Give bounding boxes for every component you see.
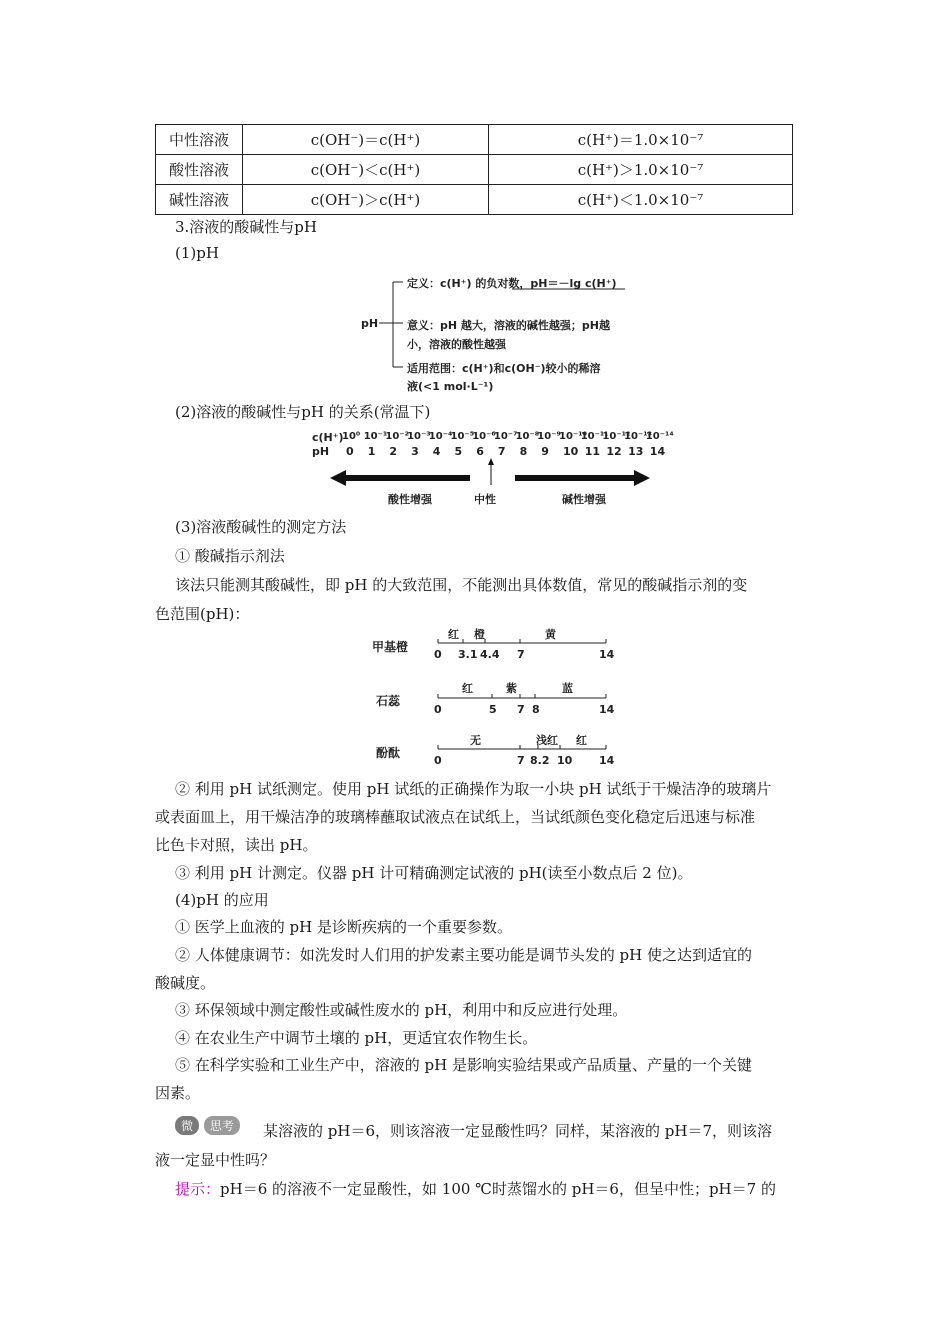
- value-cell: c(H⁺)＝1.0×10⁻⁷: [489, 125, 793, 155]
- base-label: 碱性增强: [562, 493, 606, 506]
- tick-label: 14: [599, 648, 615, 661]
- table-row: [156, 155, 793, 185]
- think-badge: [175, 1116, 240, 1135]
- ch-label: c(H⁺): [312, 431, 344, 444]
- indicator-color: 无: [470, 734, 481, 747]
- application-2-2: 酸碱度。: [155, 974, 216, 992]
- indicator-name: 石蕊: [376, 694, 401, 708]
- tick-label: 5: [489, 703, 497, 716]
- ph-value: 0: [346, 445, 354, 458]
- indicator-color: 黄: [545, 628, 556, 641]
- tick-label: 14: [599, 754, 615, 767]
- ph-definition-diagram: [355, 270, 655, 395]
- indicator-ranges-diagram: [370, 622, 630, 770]
- ch-value: 10⁰: [342, 431, 361, 442]
- ph-value: 11: [584, 445, 600, 458]
- hint-label: 提示：: [175, 1180, 221, 1198]
- method-indicator: ① 酸碱指示剂法: [175, 547, 285, 565]
- acid-label: 酸性增强: [388, 493, 432, 506]
- ph-definition: 定义：c(H⁺) 的负对数，pH＝－lg c(H⁺): [407, 277, 617, 290]
- ph-value: 6: [476, 445, 484, 458]
- application-2-1: ② 人体健康调节：如洗发时人们用的护发素主要功能是调节头发的 pH 使之达到适宜的: [175, 946, 752, 964]
- ph-range-2: 液(<1 mol·L⁻¹): [407, 380, 494, 393]
- neutral-label: 中性: [474, 493, 496, 506]
- ph-value: 4: [432, 445, 441, 458]
- ch-value: 10⁻⁷: [493, 431, 518, 442]
- think-question-2: 液一定显中性吗？: [155, 1151, 276, 1169]
- ch-value: 10⁻⁵: [450, 431, 475, 442]
- indicator-color: 蓝: [562, 682, 573, 695]
- ch-value: 10⁻¹²: [602, 431, 631, 442]
- subsection-applications: (4)pH 的应用: [175, 891, 269, 909]
- value-cell: c(H⁺)＞1.0×10⁻⁷: [489, 155, 793, 185]
- ph-range-1: 适用范围：c(H⁺)和c(OH⁻)较小的稀溶: [407, 362, 601, 375]
- tick-label: 8.2: [530, 754, 550, 767]
- tick-label: 7: [517, 703, 525, 716]
- tree-root: pH: [361, 317, 379, 330]
- ch-value: 10⁻³: [407, 431, 431, 442]
- indicator-color: 紫: [506, 682, 517, 695]
- ch-value: 10⁻⁸: [515, 431, 540, 442]
- table-row: [156, 185, 793, 215]
- think-hint: [175, 1178, 776, 1199]
- neutrality-table: [155, 124, 793, 215]
- ch-value: 10⁻¹¹: [580, 431, 609, 442]
- tick-label: 7: [517, 754, 525, 767]
- ph-value: 3: [411, 445, 419, 458]
- ph-scale-diagram: [310, 428, 674, 510]
- tick-label: 4.4: [480, 648, 500, 661]
- ph-values-row: [310, 445, 670, 459]
- indicator-color: 橙: [474, 628, 485, 641]
- hint-text: pH＝6 的溶液不一定显酸性，如 100 ℃时蒸馏水的 pH＝6，但呈中性；pH＝7 的: [220, 1180, 776, 1198]
- ph-meaning-1: 意义：pH 越大，溶液的碱性越强；pH越: [407, 319, 610, 332]
- tick-label: 8: [532, 703, 540, 716]
- ph-value: 1: [367, 445, 376, 458]
- application-4: ④ 在农业生产中调节土壤的 pH，更适宜农作物生长。: [175, 1029, 538, 1047]
- method-paper-1: ② 利用 pH 试纸测定。使用 pH 试纸的正确操作为取一小块 pH 试纸于干燥洁净的玻璃片: [175, 780, 772, 798]
- solution-type: 中性溶液: [156, 125, 243, 155]
- tick-label: 14: [599, 703, 615, 716]
- relation-cell: c(OH⁻)＜c(H⁺): [243, 155, 489, 185]
- indicator-color: 浅红: [536, 734, 558, 747]
- method-meter: ③ 利用 pH 计测定。仪器 pH 计可精确测定试液的 pH(读至小数点后 2 位)。: [175, 864, 693, 882]
- indicator-axes: [370, 622, 630, 770]
- ph-label: pH: [312, 445, 330, 458]
- tick-label: 10: [557, 754, 573, 767]
- tick-label: 3.1: [458, 648, 478, 661]
- ph-value: 8: [519, 445, 528, 458]
- table-row: [156, 125, 793, 155]
- ph-value: 2: [389, 445, 398, 458]
- method-indicator-desc-2: 色范围(pH)：: [155, 605, 250, 623]
- application-5-2: 因素。: [155, 1084, 201, 1102]
- ch-value: 10⁻²: [385, 431, 409, 442]
- indicator-name: 酚酞: [376, 746, 401, 760]
- ch-value: 10⁻¹³: [624, 431, 653, 442]
- application-5-1: ⑤ 在科学实验和工业生产中，溶液的 pH 是影响实验结果或产品质量、产量的一个关键: [175, 1056, 752, 1074]
- ph-value: 10: [563, 445, 579, 458]
- ph-value: 9: [541, 445, 549, 458]
- ph-value: 7: [497, 445, 506, 458]
- ph-value: 14: [649, 445, 666, 458]
- ch-value: 10⁻¹⁰: [559, 431, 587, 442]
- subsection-methods: (3)溶液酸碱性的测定方法: [175, 518, 347, 536]
- ph-value: 12: [606, 445, 622, 458]
- subsection-relation: (2)溶液的酸碱性与pH 的关系(常温下): [175, 403, 431, 421]
- relation-cell: c(OH⁻)＝c(H⁺): [243, 125, 489, 155]
- ch-value: 10⁻¹: [363, 431, 388, 442]
- tick-label: 0: [434, 648, 442, 661]
- tick-label: 0: [434, 703, 442, 716]
- indicator-color: 红: [462, 682, 473, 695]
- think-badge-icon: 微: [175, 1116, 199, 1135]
- indicator-name: 甲基橙: [372, 640, 409, 654]
- ch-value: 10⁻¹⁴: [645, 431, 674, 442]
- relation-cell: c(OH⁻)＞c(H⁺): [243, 185, 489, 215]
- solution-type: 酸性溶液: [156, 155, 243, 185]
- ph-meaning-2: 小，溶液的酸性越强: [407, 338, 506, 351]
- solution-type: 碱性溶液: [156, 185, 243, 215]
- think-badge-label: 思考: [204, 1116, 240, 1135]
- tick-label: 7: [517, 648, 525, 661]
- indicator-color: 红: [448, 628, 459, 641]
- application-1: ① 医学上血液的 pH 是诊断疾病的一个重要参数。: [175, 918, 512, 936]
- tick-label: 0: [434, 754, 442, 767]
- indicator-color: 红: [576, 734, 587, 747]
- ch-value: 10⁻⁴: [428, 431, 453, 442]
- value-cell: c(H⁺)＜1.0×10⁻⁷: [489, 185, 793, 215]
- think-question-1: 某溶液的 pH＝6，则该溶液一定显酸性吗？同样，某溶液的 pH＝7，则该溶: [263, 1122, 772, 1140]
- method-paper-3: 比色卡对照，读出 pH。: [155, 836, 318, 854]
- ph-value: 5: [454, 445, 463, 458]
- method-indicator-desc-1: 该法只能测其酸碱性，即 pH 的大致范围，不能测出具体数值，常见的酸碱指示剂的变: [175, 576, 748, 594]
- application-3: ③ 环保领域中测定酸性或碱性废水的 pH，利用中和反应进行处理。: [175, 1001, 628, 1019]
- section-title: 3.溶液的酸碱性与pH: [175, 218, 317, 236]
- ch-value: 10⁻⁹: [537, 431, 561, 442]
- subsection-ph: (1)pH: [175, 244, 219, 262]
- ch-value: 10⁻⁶: [472, 431, 496, 442]
- ph-value: 13: [628, 445, 644, 458]
- ch-values-row: [310, 431, 674, 445]
- method-paper-2: 或表面皿上，用干燥洁净的玻璃棒蘸取试液点在试纸上，当试纸颜色变化稳定后迅速与标准: [155, 808, 756, 826]
